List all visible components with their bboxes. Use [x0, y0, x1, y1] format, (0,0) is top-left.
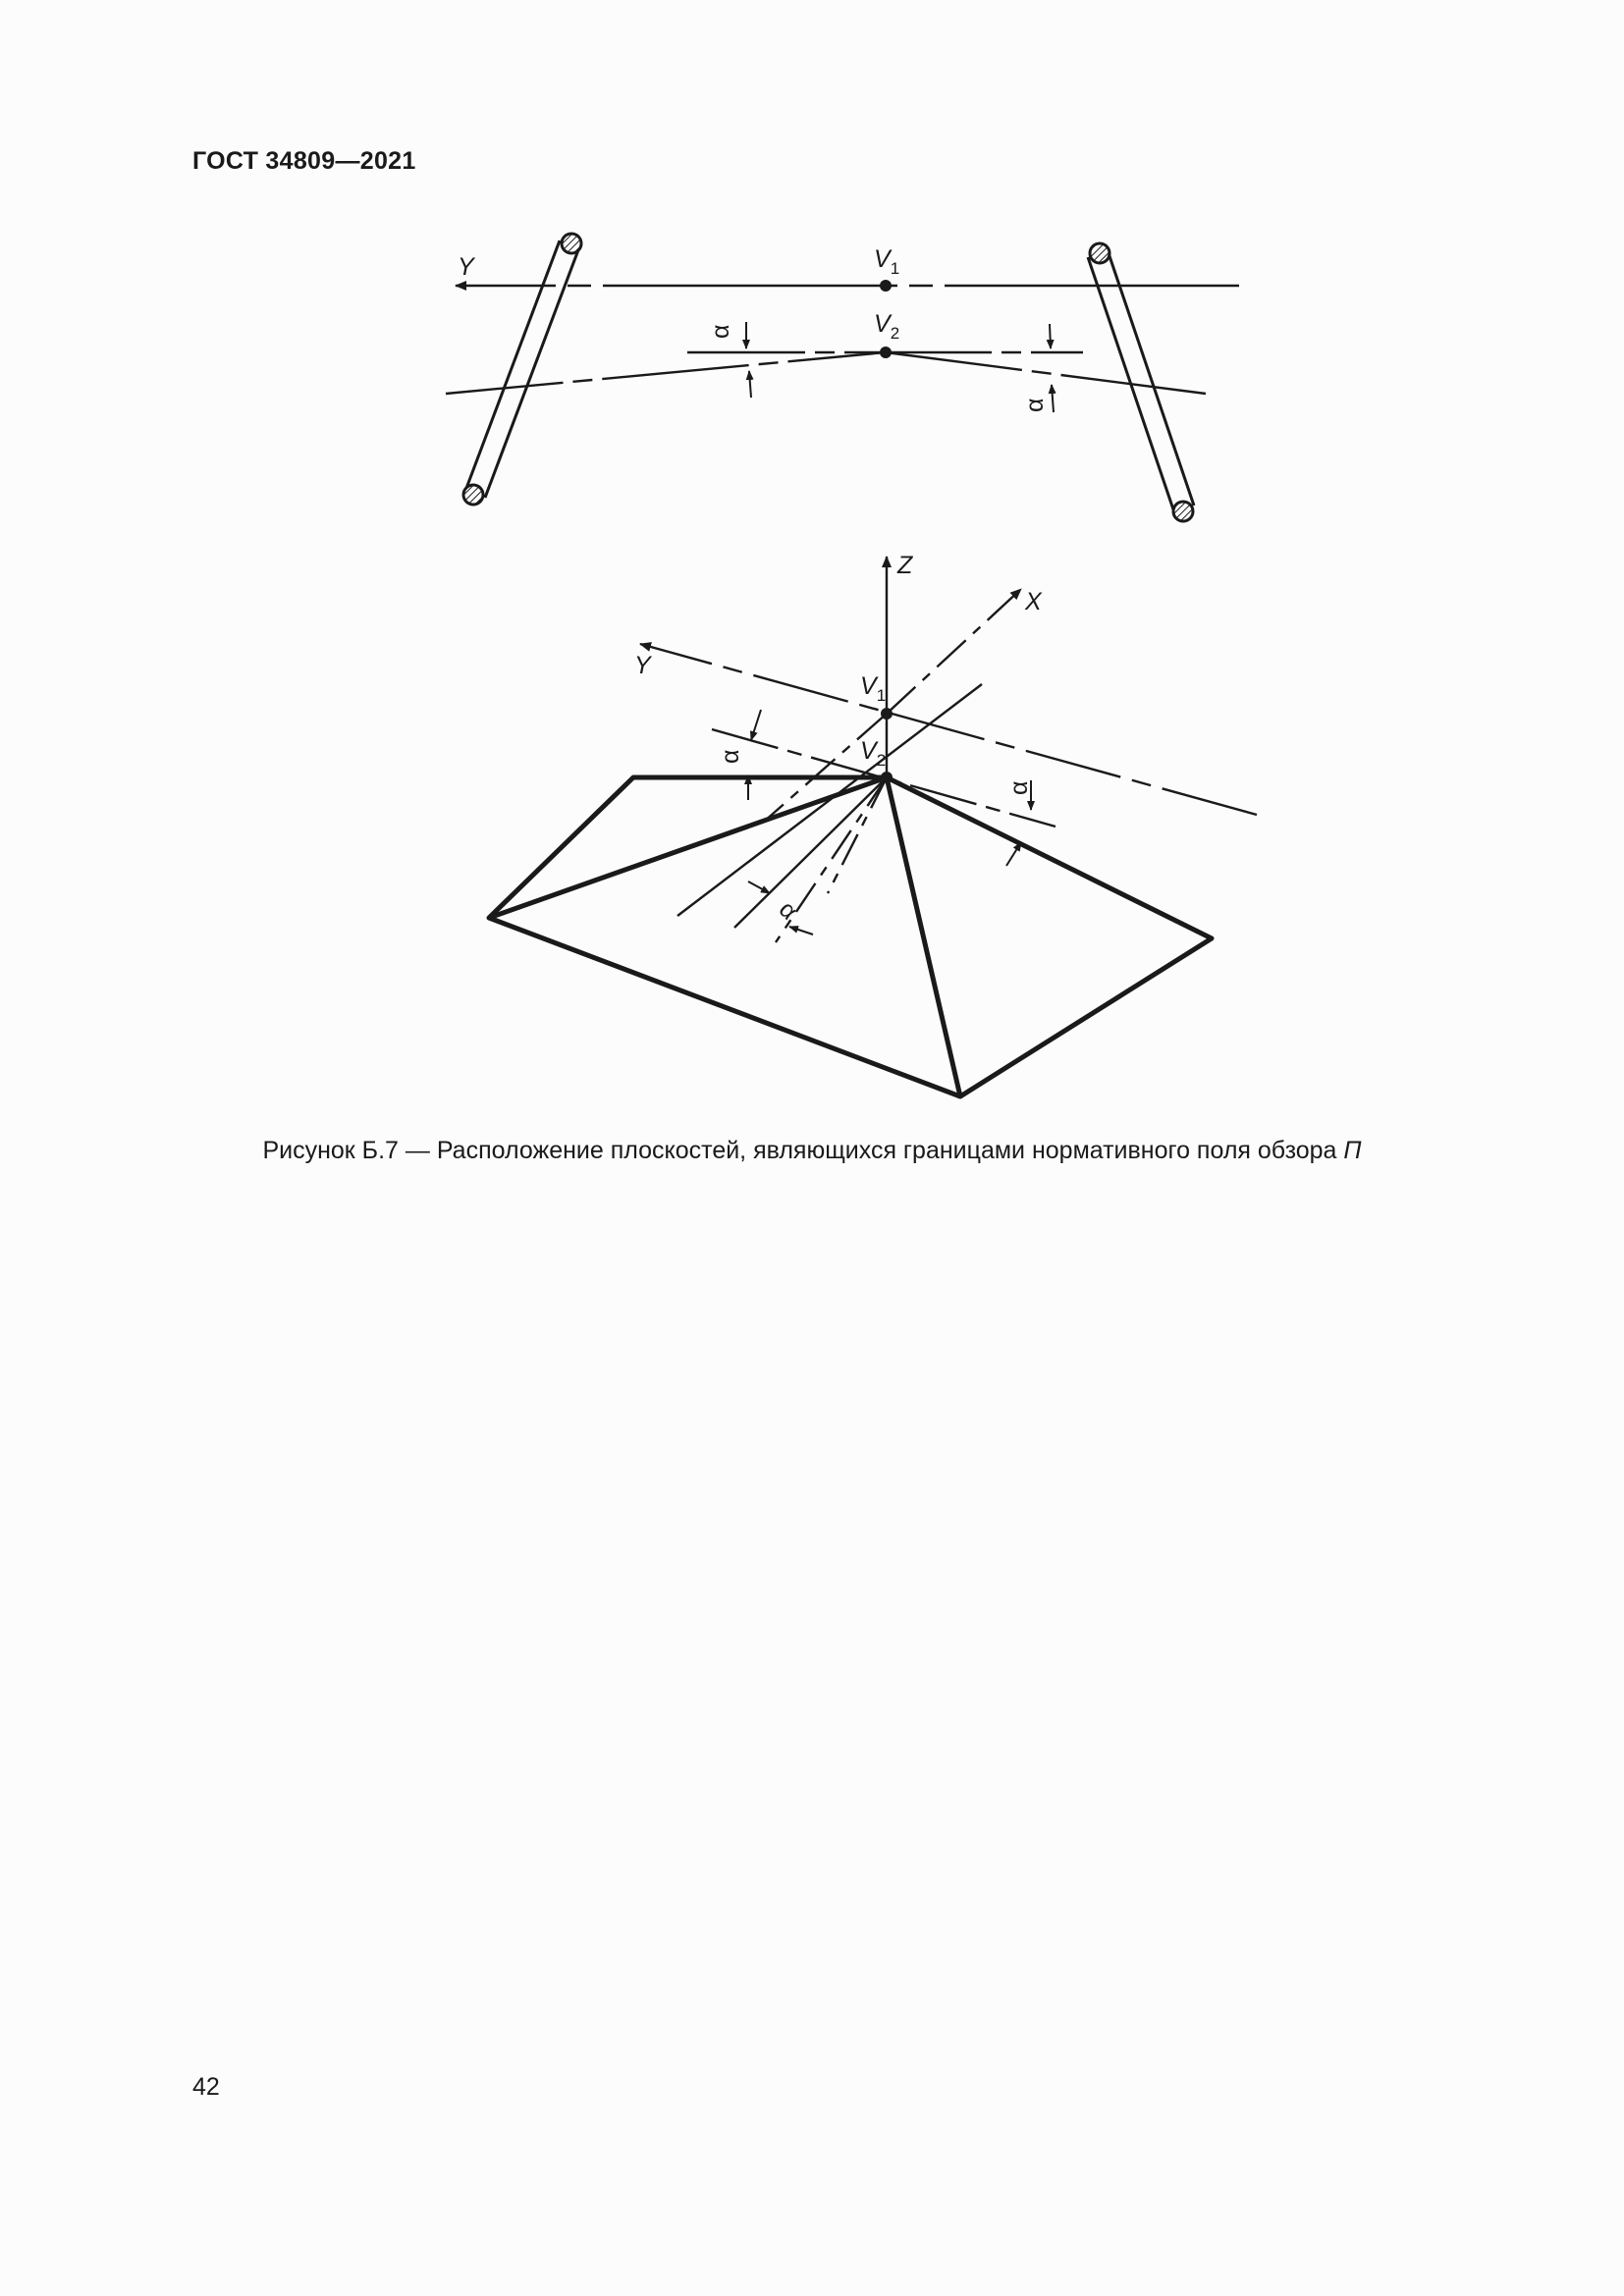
- top-view: [446, 234, 1239, 521]
- alpha-label-top-right: α: [1021, 398, 1049, 412]
- left-boundary-line: [446, 352, 886, 394]
- perspective-view: [489, 557, 1257, 1096]
- page-number: 42: [192, 2073, 220, 2101]
- y-axis-perspective: [640, 644, 1257, 815]
- z-label: Z: [897, 552, 913, 579]
- y-label-perspective: Y: [634, 652, 651, 679]
- v2-label-perspective: $V_2$: [860, 737, 887, 770]
- top-y-label: Y: [458, 253, 474, 281]
- right-boundary-line: [886, 352, 1206, 394]
- alpha-label-left: α: [717, 749, 744, 764]
- caption-text: Рисунок Б.7 — Расположение плоскостей, являющихся границами нормативного поля обзора: [262, 1137, 1337, 1164]
- alpha-label-bottom: α: [773, 895, 803, 926]
- document-header: ГОСТ 34809—2021: [192, 147, 416, 175]
- alpha-label-top-left: α: [707, 324, 734, 339]
- pyramid: [489, 777, 1212, 1096]
- alpha-label-right: α: [1005, 780, 1033, 795]
- figure-b7: [0, 0, 1624, 1139]
- x-label: X: [1025, 588, 1042, 615]
- x-axis: [887, 589, 1021, 714]
- v2-label-top: $V_2$: [874, 310, 900, 343]
- caption-symbol: П: [1343, 1137, 1362, 1164]
- left-pillar: [463, 234, 581, 505]
- v1-label-top: $V_1$: [874, 245, 900, 278]
- figure-caption: [0, 1137, 1624, 1165]
- v1-label-perspective: $V_1$: [860, 672, 887, 705]
